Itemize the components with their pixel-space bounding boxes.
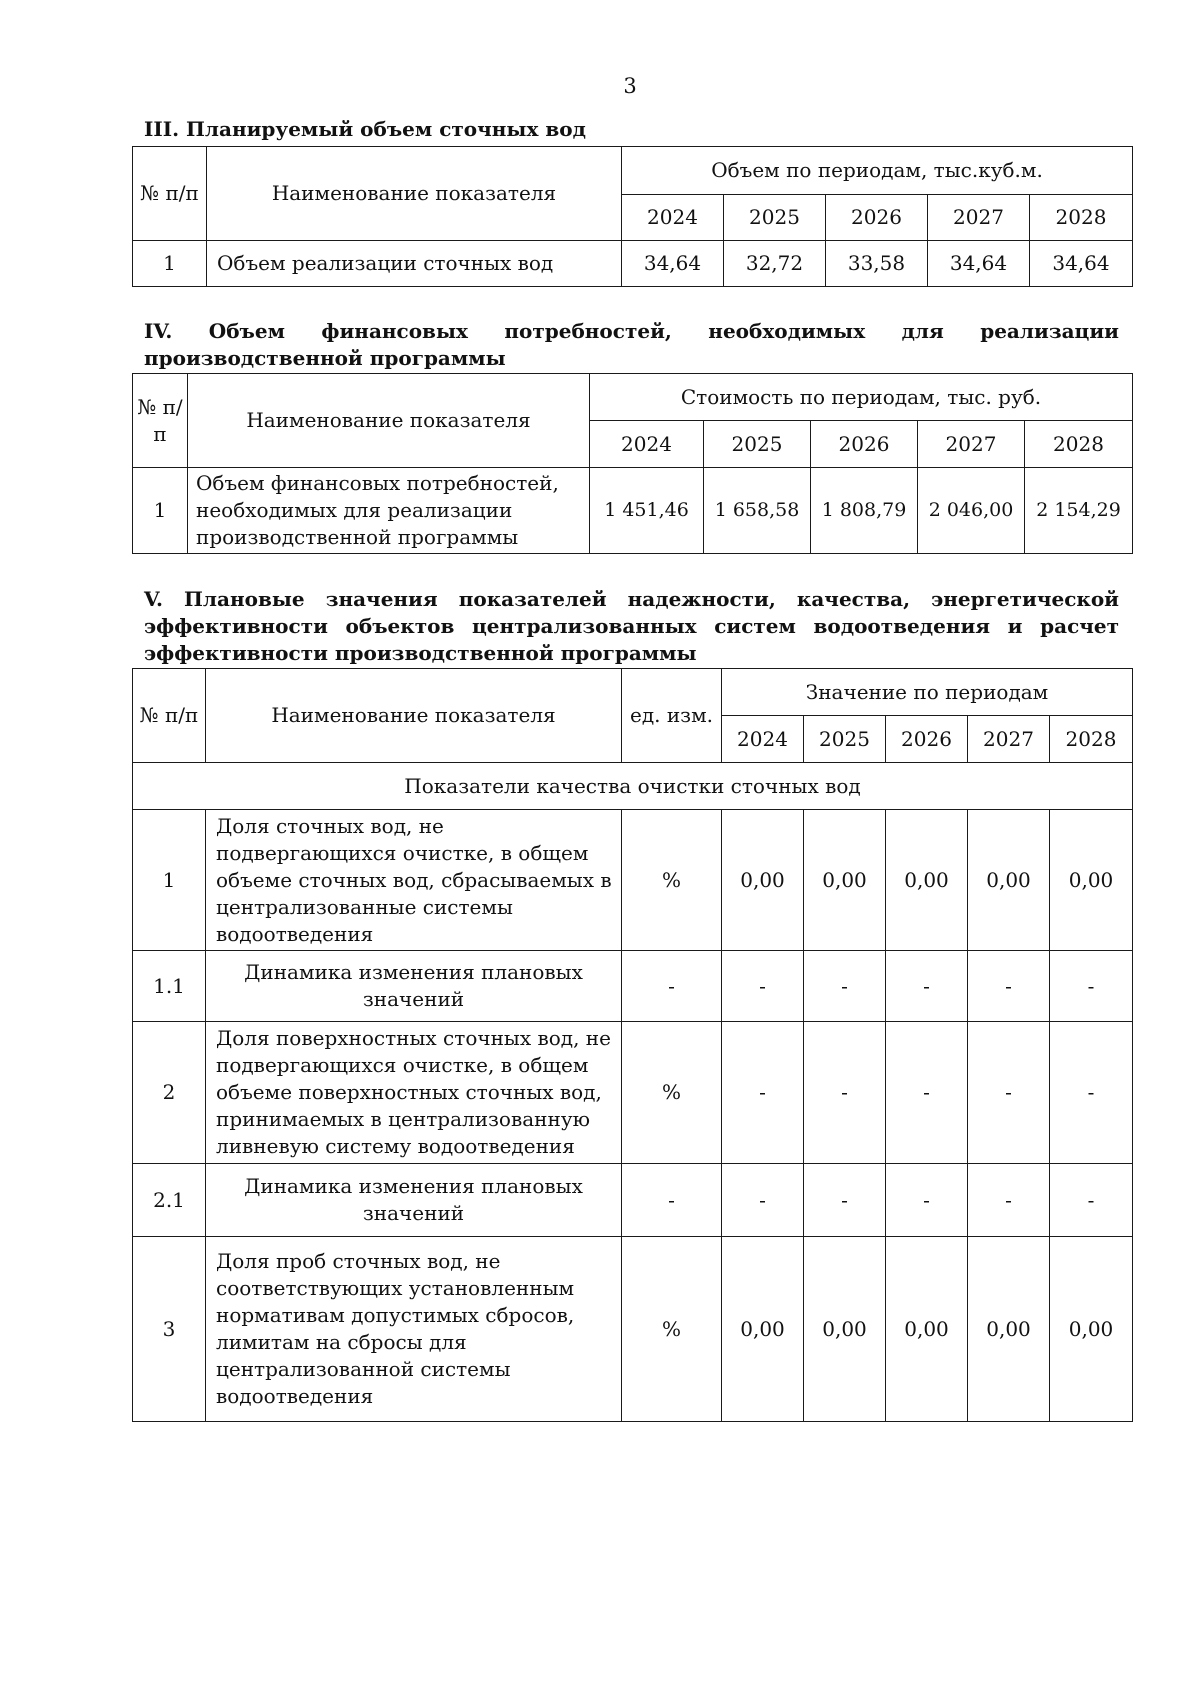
header-year: 2024 [722,716,804,763]
row-num: 2 [133,1022,206,1164]
row-value: 32,72 [724,241,826,287]
row-value: 33,58 [826,241,928,287]
header-period-group: Объем по периодам, тыс.куб.м. [622,147,1133,195]
header-year: 2028 [1050,716,1133,763]
row-name: Доля проб сточных вод, не соответствующих установленным нормативам допустимых сбросов, лимитам на сбросы для централизованной системы водоотведения [206,1237,622,1422]
row-value: - [1050,1164,1133,1237]
row-name: Доля поверхностных сточных вод, не подвергающихся очистке, в общем объеме поверхностных сточных вод, принимаемых в централизованную ливневую систему водоотведения [206,1022,622,1164]
header-num: № п/п [133,669,206,763]
row-value: 1 808,79 [811,468,918,554]
header-year: 2026 [826,195,928,241]
row-num: 1 [133,810,206,951]
row-unit: - [622,1164,722,1237]
row-value: 0,00 [968,1237,1050,1422]
header-name: Наименование показателя [188,374,590,468]
row-value: 0,00 [1050,1237,1133,1422]
row-value: - [804,951,886,1022]
row-num: 1 [133,468,188,554]
row-unit: % [622,1022,722,1164]
section-4-table [132,373,1133,554]
header-num: № п/п [133,147,207,241]
header-year: 2025 [804,716,886,763]
row-value: 34,64 [928,241,1030,287]
row-value: 0,00 [968,810,1050,951]
row-value: - [968,1164,1050,1237]
row-name: Объем финансовых потребностей, необходимых для реализации производственной программы [188,468,590,554]
table-row [133,241,1133,287]
row-value: - [722,1022,804,1164]
header-unit: ед. изм. [622,669,722,763]
table-row [133,1237,1133,1422]
header-year: 2028 [1025,421,1133,468]
table-row [133,951,1133,1022]
row-value: 1 451,46 [590,468,704,554]
section-3-title: III. Планируемый объем сточных вод [144,117,586,141]
table-row [133,1022,1133,1164]
row-name: Динамика изменения плановых значений [206,1164,622,1237]
header-year: 2024 [590,421,704,468]
row-num: 3 [133,1237,206,1422]
row-value: 34,64 [1030,241,1133,287]
row-num: 2.1 [133,1164,206,1237]
row-value: 34,64 [622,241,724,287]
header-year: 2024 [622,195,724,241]
table-row [133,810,1133,951]
row-value: - [886,951,968,1022]
page-number: 3 [623,74,637,98]
row-value: - [804,1164,886,1237]
row-value: - [968,1022,1050,1164]
header-year: 2028 [1030,195,1133,241]
row-value: - [1050,951,1133,1022]
row-value: - [886,1022,968,1164]
row-value: 0,00 [804,1237,886,1422]
row-value: - [722,951,804,1022]
table-row [133,1164,1133,1237]
row-value: 0,00 [1050,810,1133,951]
row-value: - [1050,1022,1133,1164]
row-unit: % [622,1237,722,1422]
section-5-table [132,668,1133,1422]
section-5-title: V. Плановые значения показателей надежности, качества, энергетической эффективности объектов централизованных систем водоотведения и расчет эффективности производственной программы [144,587,1119,665]
table-row [133,468,1133,554]
row-value: 1 658,58 [704,468,811,554]
header-year: 2027 [918,421,1025,468]
row-value: 0,00 [886,810,968,951]
row-name: Доля сточных вод, не подвергающихся очистке, в общем объеме сточных вод, сбрасываемых в централизованные системы водоотведения [206,810,622,951]
row-value: 0,00 [804,810,886,951]
row-value: - [804,1022,886,1164]
row-value: 0,00 [722,810,804,951]
header-year: 2026 [811,421,918,468]
row-value: 2 046,00 [918,468,1025,554]
header-year: 2026 [886,716,968,763]
header-period-group: Значение по периодам [722,669,1133,716]
row-value: 0,00 [886,1237,968,1422]
row-value: - [722,1164,804,1237]
header-name: Наименование показателя [206,669,622,763]
row-unit: % [622,810,722,951]
row-unit: - [622,951,722,1022]
row-name: Динамика изменения плановых значений [206,951,622,1022]
row-value: - [968,951,1050,1022]
row-value: 2 154,29 [1025,468,1133,554]
section-4-title: IV. Объем финансовых потребностей, необходимых для реализации производственной программы [144,319,1119,370]
group-row: Показатели качества очистки сточных вод [133,763,1133,810]
header-period-group: Стоимость по периодам, тыс. руб. [590,374,1133,421]
section-3-table [132,146,1133,287]
row-value: 0,00 [722,1237,804,1422]
row-num: 1 [133,241,207,287]
header-year: 2025 [704,421,811,468]
row-num: 1.1 [133,951,206,1022]
row-name: Объем реализации сточных вод [207,241,622,287]
header-year: 2025 [724,195,826,241]
header-num: № п/п [133,374,188,468]
header-year: 2027 [928,195,1030,241]
header-name: Наименование показателя [207,147,622,241]
header-year: 2027 [968,716,1050,763]
row-value: - [886,1164,968,1237]
